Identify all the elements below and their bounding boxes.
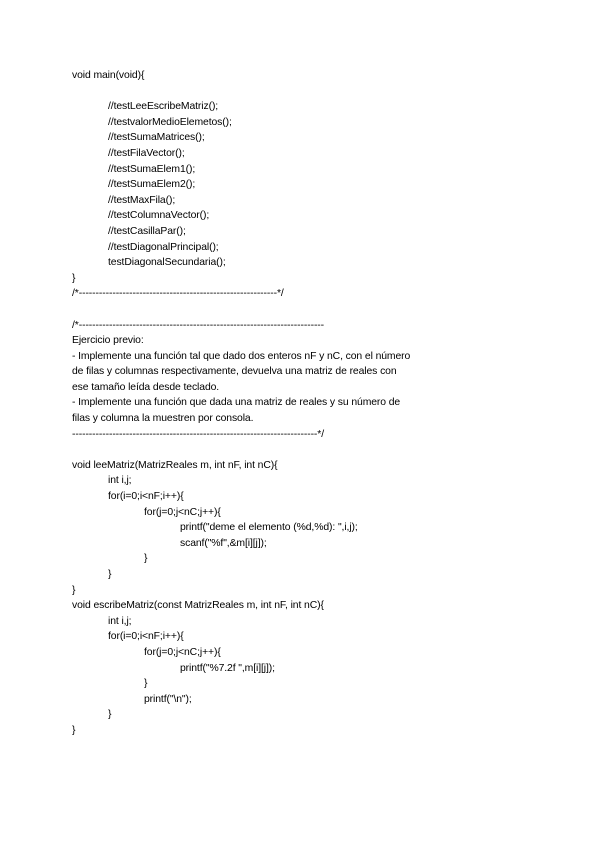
exercise-text-line: de filas y columnas respectivamente, devuelva una matriz de reales con [72,366,397,378]
lee-matriz-printf: printf("deme el elemento (%d,%d): ",i,j); [180,522,358,534]
main-call-line: //testSumaElem2(); [108,179,196,191]
code-listing [72,68,532,739]
main-close-brace: } [72,272,76,284]
exercise-title: Ejercicio previo: [72,335,144,347]
main-separator-comment: /*-----------------------------------------------------------*/ [72,288,284,300]
exercise-text-line: filas y columna la muestren por consola. [72,413,254,425]
escribe-matriz-outer-for: for(i=0;i<nF;i++){ [108,631,184,643]
blank-line [72,302,532,318]
escribe-matriz-inner-for: for(j=0;j<nC;j++){ [144,646,221,658]
escribe-matriz-decl: int i,j; [108,615,132,627]
main-call-line: //testSumaMatrices(); [108,132,205,144]
blank-line [72,442,532,458]
main-call-line: //testvalorMedioElemetos(); [108,116,232,128]
main-call-line: //testFilaVector(); [108,147,185,159]
main-call-line: //testCasillaPar(); [108,225,186,237]
main-call-line: //testDiagonalPrincipal(); [108,241,219,253]
blank-line [72,84,532,100]
exercise-text-line: ese tamaño leída desde teclado. [72,381,220,393]
escribe-matriz-newline-printf: printf("\n"); [144,693,192,705]
main-call-line: //testColumnaVector(); [108,210,210,222]
main-call-line: //testMaxFila(); [108,194,176,206]
lee-matriz-inner-for: for(j=0;j<nC;j++){ [144,506,221,518]
lee-matriz-inner-close: } [144,553,148,565]
lee-matriz-close: } [72,584,76,596]
main-call-line: //testLeeEscribeMatriz(); [108,101,219,113]
main-call-line: testDiagonalSecundaria(); [108,257,226,269]
lee-matriz-outer-close: } [108,569,112,580]
exercise-text-line: - Implemente una función que dada una matriz de reales y su número de [72,397,401,409]
lee-matriz-signature: void leeMatriz(MatrizReales m, int nF, int nC){ [72,459,278,471]
main-signature: void main(void){ [72,70,145,81]
lee-matriz-scanf: scanf("%f",&m[i][j]); [180,537,267,549]
lee-matriz-decl: int i,j; [108,475,132,487]
exercise-comment-open: /*------------------------------------------------------------------------- [72,319,325,331]
escribe-matriz-close: } [72,724,76,736]
escribe-matriz-signature: void escribeMatriz(const MatrizReales m, int nF, int nC){ [72,600,324,612]
escribe-matriz-outer-close: } [108,709,112,721]
lee-matriz-outer-for: for(i=0;i<nF;i++){ [108,491,184,503]
exercise-text-line: - Implemente una función tal que dado dos enteros nF y nC, con el número [72,350,411,362]
escribe-matriz-inner-close: } [144,678,148,690]
main-call-line: //testSumaElem1(); [108,163,196,175]
exercise-comment-close: -------------------------------------------------------------------------*/ [72,428,325,440]
escribe-matriz-printf: printf("%7.2f ",m[i][j]); [180,662,275,674]
